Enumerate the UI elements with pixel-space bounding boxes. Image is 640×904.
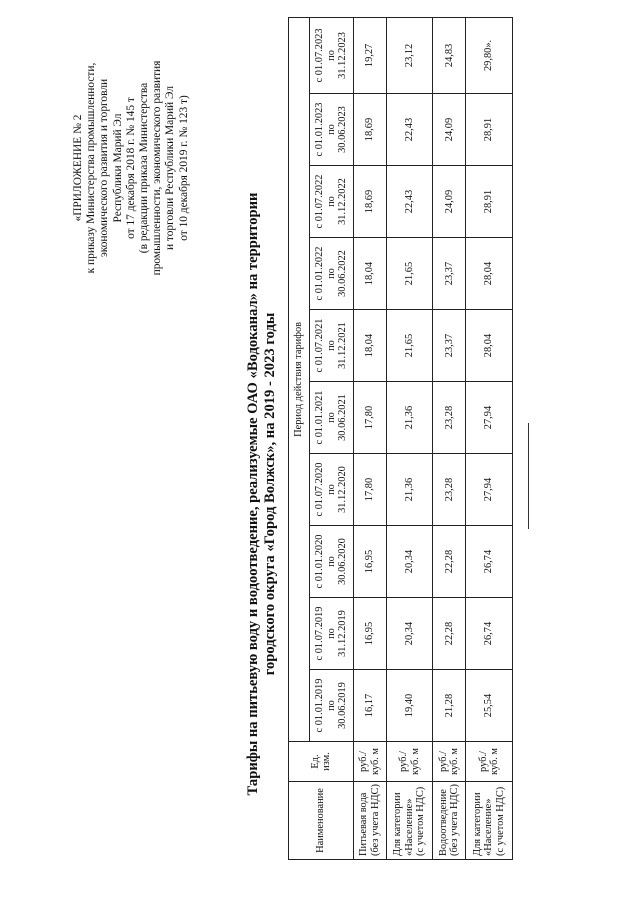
period-header-2 — [310, 526, 354, 598]
period-header-line: по — [325, 556, 337, 567]
table-row — [433, 17, 466, 859]
tariff-value-cell: 23,37 — [433, 310, 466, 382]
annex-line: Республики Марий Эл — [111, 113, 124, 223]
tariff-value-cell: 16,95 — [354, 526, 387, 598]
period-header-line: с 01.07.2022 — [314, 174, 326, 229]
row-unit — [386, 742, 433, 782]
period-header-0 — [310, 670, 354, 742]
title-line-1: Тарифы на питьевую воду и водоотведение, реализуемые ОАО «Водоканал» на территории — [245, 192, 261, 796]
row-unit-line: куб. м — [409, 747, 421, 776]
period-header-line: 30.06.2019 — [337, 682, 349, 729]
period-header-line: по — [325, 700, 337, 711]
tariff-value-cell: 26,74 — [466, 526, 513, 598]
header-unit: Ед. изм. — [289, 742, 354, 782]
row-unit-line: руб./ — [437, 751, 449, 772]
annex-header — [72, 44, 191, 292]
period-header-line: с 01.01.2023 — [314, 102, 326, 157]
row-name-line: (с учетом НДС) — [494, 786, 506, 856]
tariff-value-cell: 28,91 — [466, 94, 513, 166]
period-header-line: с 01.01.2020 — [314, 534, 326, 589]
tariff-value-cell: 28,04 — [466, 238, 513, 310]
period-header-4 — [310, 382, 354, 454]
tariff-value-cell: 25,54 — [466, 670, 513, 742]
annex-line: «ПРИЛОЖЕНИЕ № 2 — [72, 114, 84, 222]
tariff-value-cell: 28,04 — [466, 310, 513, 382]
row-name-line: Питьевая вода — [358, 792, 370, 856]
row-name-line: Водоотведение — [437, 789, 449, 856]
period-header-line: по — [325, 340, 337, 351]
tariff-table — [288, 17, 513, 860]
period-header-line: по — [325, 124, 337, 135]
tariff-value-cell: 21,36 — [386, 454, 433, 526]
row-name-line: (с учетом НДС) — [415, 786, 427, 856]
period-header-row — [310, 17, 354, 859]
period-header-line: по — [325, 628, 337, 639]
period-header-6 — [310, 238, 354, 310]
tariff-value-cell: 20,34 — [386, 526, 433, 598]
period-header-line: по — [325, 268, 337, 279]
period-header-1 — [310, 598, 354, 670]
tariff-value-cell: 23,37 — [433, 238, 466, 310]
period-header-line: 31.12.2020 — [337, 466, 349, 513]
title-line-2: городского округа «Город Волжск», на 2019 - 2023 годы — [262, 312, 278, 676]
period-header-3 — [310, 454, 354, 526]
period-header-line: с 01.01.2019 — [314, 678, 326, 733]
row-name-line: (без учета НДС) — [369, 784, 381, 856]
tariff-value-cell: 17,80 — [354, 454, 387, 526]
row-name-line: «Население» — [403, 798, 415, 856]
period-header-line: 31.12.2019 — [337, 610, 349, 657]
period-header-line: с 01.07.2021 — [314, 318, 326, 373]
row-name — [466, 782, 513, 860]
period-header-line: с 01.07.2019 — [314, 606, 326, 661]
tariff-value-cell: 17,80 — [354, 382, 387, 454]
period-header-line: 30.06.2023 — [337, 106, 349, 153]
period-header-line: с 01.07.2020 — [314, 462, 326, 517]
tariff-value-cell: 16,17 — [354, 670, 387, 742]
row-name — [354, 782, 387, 860]
period-header-5 — [310, 310, 354, 382]
tariff-value-cell: 22,28 — [433, 526, 466, 598]
period-header-line: по — [325, 196, 337, 207]
period-header-line: по — [325, 484, 337, 495]
period-header-line: с 01.01.2022 — [314, 246, 326, 301]
tariff-value-cell: 20,34 — [386, 598, 433, 670]
row-unit-line: куб. м — [449, 747, 461, 776]
row-name-line: (без учета НДС) — [449, 784, 461, 856]
table-row — [386, 17, 433, 859]
row-name-line: Для категории — [392, 792, 404, 856]
tariff-value-cell: 21,36 — [386, 382, 433, 454]
period-header-8 — [310, 94, 354, 166]
tariff-value-cell: 21,65 — [386, 238, 433, 310]
tariff-value-cell: 22,43 — [386, 166, 433, 238]
tariff-value-cell: 19,40 — [386, 670, 433, 742]
tariff-value-cell: 23,28 — [433, 454, 466, 526]
period-header-7 — [310, 166, 354, 238]
header-period-group: Период действия тарифов — [289, 17, 310, 741]
tariff-value-cell: 24,09 — [433, 166, 466, 238]
tariff-value-cell: 27,94 — [466, 454, 513, 526]
row-unit — [433, 742, 466, 782]
tariff-table-body — [354, 17, 513, 859]
tariff-value-cell: 26,74 — [466, 598, 513, 670]
annex-line: и торговли Республики Марий Эл — [164, 85, 177, 251]
row-name-line: «Население» — [483, 798, 495, 856]
annex-line: (в редакции приказа Министерства — [138, 82, 151, 254]
table-row — [466, 17, 513, 859]
row-unit — [354, 742, 387, 782]
tariff-value-cell: 19,27 — [354, 17, 387, 93]
tariff-value-cell: 18,04 — [354, 238, 387, 310]
document-title — [245, 124, 279, 864]
period-header-line: с 01.07.2023 — [314, 28, 326, 83]
tariff-value-cell: 27,94 — [466, 382, 513, 454]
tariff-value-cell: 21,65 — [386, 310, 433, 382]
table-row — [354, 17, 387, 859]
period-header-line: 30.06.2021 — [337, 394, 349, 441]
annex-line: от 10 декабря 2019 г. № 123 т) — [177, 95, 190, 241]
row-unit-line: руб./ — [398, 751, 410, 772]
row-unit-line: руб./ — [358, 751, 370, 772]
row-name — [386, 782, 433, 860]
tariff-value-cell: 23,12 — [386, 17, 433, 93]
period-header-line: по — [325, 412, 337, 423]
tariff-value-cell: 16,95 — [354, 598, 387, 670]
tariff-value-cell: 22,43 — [386, 94, 433, 166]
tariff-value-cell: 23,28 — [433, 382, 466, 454]
row-unit-line: куб. м — [369, 747, 381, 776]
tariff-value-cell: 28,91 — [466, 166, 513, 238]
row-unit-line: куб. м — [489, 747, 501, 776]
tariff-value-cell: 29,80». — [466, 17, 513, 93]
row-unit-line: руб./ — [477, 751, 489, 772]
row-name — [433, 782, 466, 860]
period-header-line: 30.06.2022 — [337, 250, 349, 297]
period-header-line: 31.12.2023 — [337, 32, 349, 79]
tariff-value-cell: 24,09 — [433, 94, 466, 166]
tariff-value-cell: 21,28 — [433, 670, 466, 742]
tariff-value-cell: 18,69 — [354, 94, 387, 166]
period-header-line: с 01.01.2021 — [314, 390, 326, 445]
tariff-value-cell: 18,69 — [354, 166, 387, 238]
row-name-line: Для категории — [471, 792, 483, 856]
period-header-line: 30.06.2020 — [337, 538, 349, 585]
header-name: Наименование — [289, 782, 354, 860]
annex-line: промышленности, экономического развития — [151, 60, 164, 276]
tariff-value-cell: 22,28 — [433, 598, 466, 670]
footer-divider-line — [528, 423, 529, 529]
period-header-line: 31.12.2021 — [337, 322, 349, 369]
row-unit — [466, 742, 513, 782]
period-header-line: по — [325, 50, 337, 61]
tariff-value-cell: 18,04 — [354, 310, 387, 382]
annex-line: от 17 декабря 2018 г. № 145 т — [124, 97, 137, 239]
annex-line: экономического развития и торговли — [98, 78, 111, 258]
period-header-line: 31.12.2022 — [337, 178, 349, 225]
tariff-value-cell: 24,83 — [433, 17, 466, 93]
period-header-9 — [310, 17, 354, 93]
annex-line: к приказу Министерства промышленности, — [85, 62, 98, 274]
